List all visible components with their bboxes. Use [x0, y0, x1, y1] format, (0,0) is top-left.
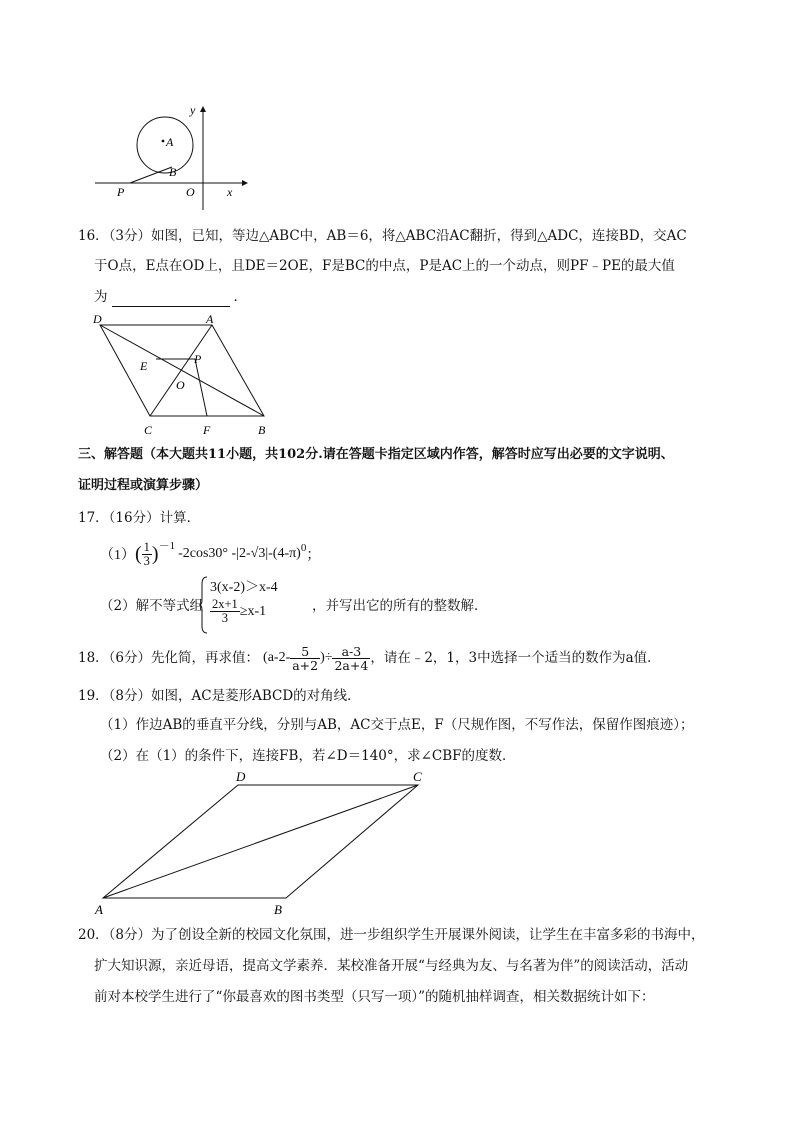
- q17-p1-expression: -2cos30° -|2-√3|-(4-π): [178, 546, 301, 561]
- label-B: B: [169, 165, 177, 179]
- label-E: E: [140, 359, 148, 373]
- q16-score: （3分）: [108, 228, 152, 244]
- point-A: [162, 140, 165, 143]
- segment-PF: [195, 359, 207, 416]
- q16-line3: [94, 287, 247, 307]
- q18-frac1-den: a+2: [292, 657, 319, 673]
- q17-inequality-1: 3(x-2)＞x-4: [210, 580, 278, 595]
- q17-inequality-2: [210, 598, 266, 625]
- q17-p1-fraction: [142, 541, 152, 568]
- q17-part1: [100, 536, 320, 572]
- q18-expr-a: (a-2-: [263, 650, 291, 665]
- circle-A: [137, 117, 193, 173]
- label-y: y: [190, 103, 196, 117]
- q19-part1: （1）作边AB的垂直平分线，分别与AB，AC交于点E，F（尺规作图，不写作法，保留作图痕迹）；: [100, 717, 694, 733]
- q17-p2-fraction: [210, 598, 240, 625]
- q16-text1: 如图，已知，等边△ABC中，AB＝6，将△ABC沿AC翻折，得到△ADC，连接BD，交AC: [151, 228, 687, 244]
- label-C: C: [144, 423, 153, 437]
- label-A: A: [206, 312, 214, 326]
- q18-frac2-num: a-3: [332, 645, 370, 659]
- y-axis-arrow: [200, 106, 206, 112]
- q17-p2-label: （2）解不等式组: [100, 598, 204, 614]
- figure-q15: [90, 100, 250, 215]
- label-O: O: [186, 185, 195, 199]
- section3-title-cont: 证明过程或演算步骤）: [78, 478, 209, 493]
- figure-q19: [88, 765, 438, 920]
- q20-line2: 扩大知识源，亲近母语，提高文学素养．某校准备开展“与经典为友、与名著为伴”的阅读活动，活动: [94, 958, 689, 974]
- label-D: D: [236, 769, 246, 784]
- label-B: B: [258, 423, 266, 437]
- q18: [78, 640, 661, 676]
- q18-frac2-den: 2a+4: [334, 657, 369, 673]
- q16-number: 16．: [78, 228, 109, 244]
- q17-p1-frac-num: 1: [143, 539, 150, 554]
- q16-answer-prefix: 为: [94, 289, 108, 305]
- q17-p1-exponent0: 0: [300, 542, 307, 554]
- q20-line1: 20．（8分）为了创设全新的校园文化氛围，进一步组织学生开展课外阅读，让学生在丰富多彩的书海中，: [78, 927, 705, 943]
- label-C: C: [413, 769, 422, 784]
- figure-q16: [88, 310, 278, 440]
- q16-line2: 于O点，E点在OD上，且DE＝2OE，F是BC的中点，P是AC上的一个动点，则PF﹣PE的最大值: [94, 258, 675, 274]
- q17-p2-ineq2-rest: ≥x-1: [239, 603, 267, 619]
- q16-line1: [78, 226, 687, 246]
- q17-p1-label: （1）: [100, 548, 135, 563]
- section3-title: 三、解答题（本大题共11小题，共102分.请在答题卡指定区域内作答，解答时应写出必要的文字说明、: [78, 447, 674, 462]
- label-P: P: [117, 185, 125, 199]
- q17-head: 17．（16分）计算．: [78, 510, 201, 526]
- q18-frac1-num: 5: [290, 645, 320, 659]
- q17-p2-frac-num: 2x+1: [212, 597, 238, 611]
- label-x: x: [227, 185, 233, 199]
- q17-p1-rparen: ): [151, 542, 159, 565]
- q17-p1-end: ；: [306, 548, 321, 563]
- q18-head: 18．（6分）先化简，再求值：: [78, 650, 260, 666]
- q20-line3: 前对本校学生进行了“你最喜欢的图书类型（只写一项）”的随机抽样调查，相关数据统计如下：: [94, 989, 655, 1005]
- label-D: D: [93, 312, 102, 326]
- system-brace: [198, 576, 208, 634]
- q18-fraction-2: [332, 645, 370, 672]
- label-B: B: [274, 902, 282, 917]
- x-axis-arrow: [242, 180, 248, 186]
- q16-answer-suffix: ．: [233, 289, 247, 305]
- label-O: O: [176, 378, 185, 392]
- diagonal-AC: [150, 325, 212, 416]
- q17-p1-exponent: －1: [158, 540, 176, 552]
- q18-fraction-1: [290, 645, 320, 672]
- q17-p2-frac-den: 3: [221, 611, 229, 625]
- q16-answer-blank[interactable]: [112, 292, 230, 307]
- label-F: F: [203, 423, 211, 437]
- label-P: P: [194, 352, 202, 366]
- diagonal-AC: [103, 785, 418, 898]
- label-A: A: [166, 135, 174, 149]
- q17-p2-tail: ，并写出它的所有的整数解．: [312, 598, 488, 614]
- q17-p1-lparen: (: [135, 542, 142, 565]
- q19-head: 19．（8分）如图，AC是菱形ABCD的对角线．: [78, 688, 361, 704]
- q17-p1-frac-den: 3: [143, 553, 150, 568]
- q18-tail: ，请在﹣2，1，3中选择一个适当的数作为a值．: [370, 650, 661, 666]
- q18-expr-b: )÷: [320, 650, 333, 665]
- label-A: A: [95, 902, 103, 917]
- q19-part2: （2）在（1）的条件下，连接FB，若∠D＝140°，求∠CBF的度数．: [100, 748, 516, 764]
